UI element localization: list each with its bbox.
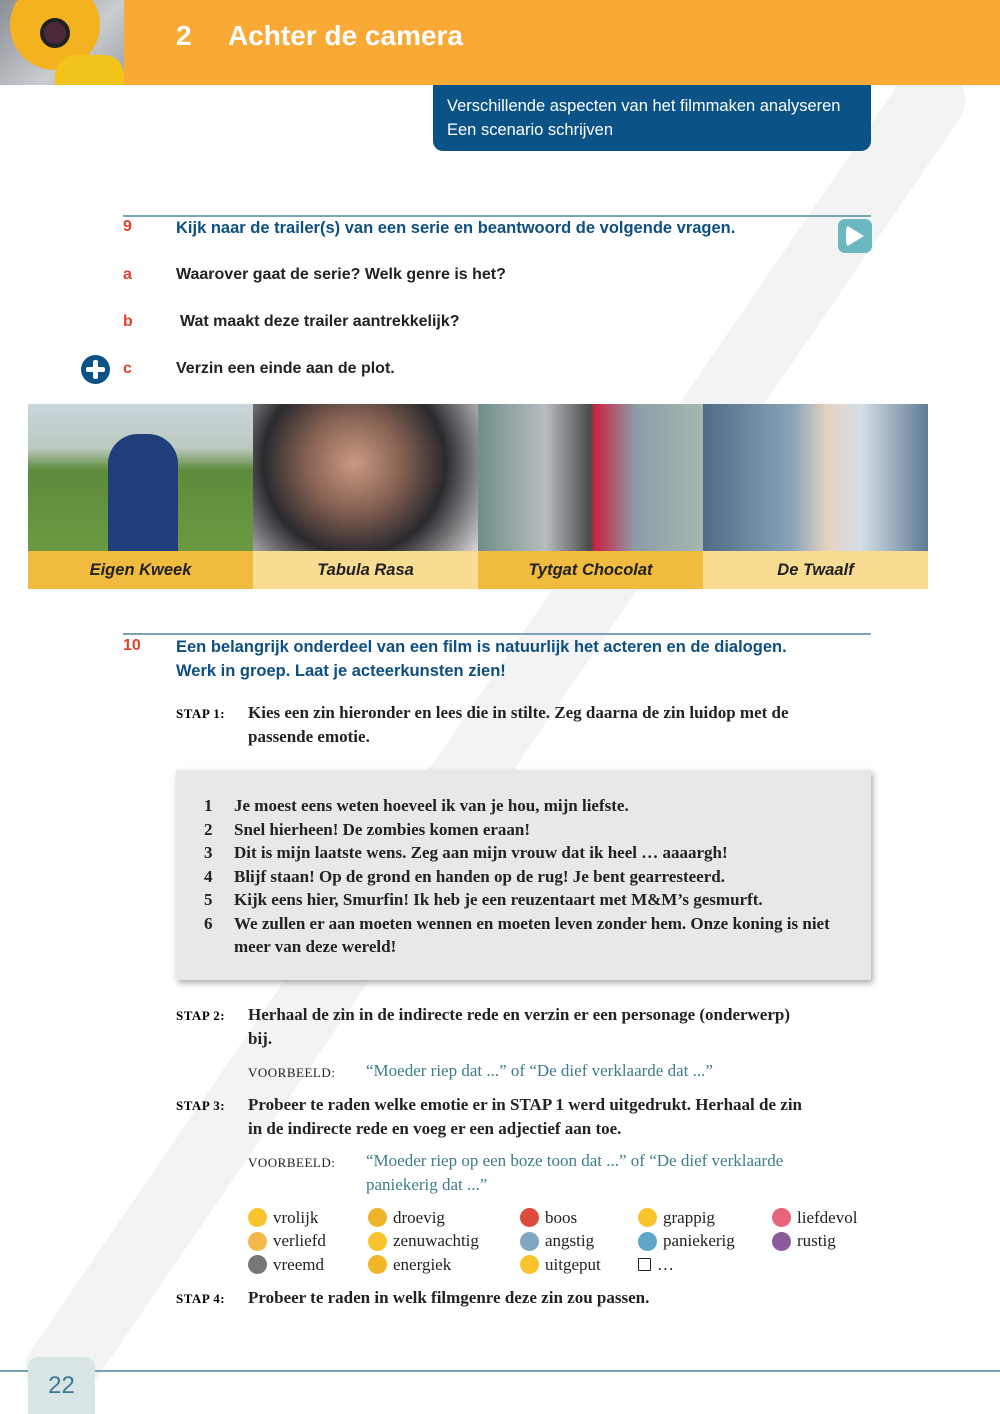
sentence-number: 4 — [204, 866, 213, 886]
sentence-text: Je moest eens weten hoeveel ik van je hou, mijn liefste. — [234, 796, 629, 815]
photo-eigen-kweek — [28, 404, 253, 551]
emotion-label: rustig — [797, 1231, 836, 1251]
emotion-item — [520, 1206, 638, 1230]
sentence-number: 2 — [204, 819, 213, 839]
sentence-text: Snel hierheen! De zombies komen eraan! — [234, 819, 531, 839]
emotion-label: zenuwachtig — [393, 1231, 479, 1251]
chapter-title — [176, 20, 463, 52]
emotion-label: uitgeput — [545, 1254, 601, 1274]
item-text: Wat maakt deze trailer aantrekkelijk? — [180, 313, 460, 330]
example-text — [366, 1149, 783, 1197]
item-letter: c — [123, 360, 132, 377]
example-line: paniekerig dat ...” — [366, 1175, 488, 1194]
sentence-item — [204, 865, 871, 889]
exercise-question — [176, 635, 787, 683]
chapter-header — [0, 0, 1000, 85]
grimacing-face-icon — [368, 1232, 387, 1251]
sentence-item — [204, 888, 871, 912]
alien-icon — [248, 1255, 267, 1274]
play-video-icon[interactable] — [838, 219, 872, 253]
sentence-number: 5 — [204, 890, 213, 909]
emotion-item — [638, 1206, 772, 1230]
emotion-label: verliefd — [273, 1231, 326, 1251]
anxious-face-icon — [520, 1232, 539, 1251]
emotion-item — [772, 1206, 882, 1230]
photo-de-twaalf — [703, 404, 928, 551]
example-text: “Moeder riep dat ...” of “De dief verklaarde dat ...” — [366, 1061, 713, 1080]
exercise-question: Kijk naar de trailer(s) van een serie en beantwoord de volgende vragen. — [176, 219, 736, 237]
heart-icon — [772, 1208, 791, 1227]
sentence-item — [204, 841, 871, 865]
emotion-item — [520, 1230, 638, 1254]
emotion-item — [638, 1230, 772, 1254]
step-line: bij. — [248, 1029, 273, 1048]
learning-goals — [433, 85, 871, 151]
goal: Verschillende aspecten van het filmmaken analyseren — [447, 97, 841, 115]
photo-tabula-rasa — [253, 404, 478, 551]
sentence-item — [204, 912, 871, 959]
emotion-item — [248, 1206, 368, 1230]
emotion-item — [248, 1230, 368, 1254]
plus-icon — [81, 355, 110, 384]
screaming-face-icon — [638, 1232, 657, 1251]
example-label: VOORBEELD: — [248, 1155, 336, 1170]
step-label: STAP 3: — [176, 1098, 226, 1113]
emotion-label: energiek — [393, 1254, 452, 1274]
step-label: STAP 4: — [176, 1291, 226, 1306]
exercise-number: 10 — [123, 637, 141, 654]
exercise-number: 9 — [123, 218, 132, 235]
emotion-item — [248, 1253, 368, 1277]
sentence-text: We zullen er aan moeten wennen en moeten leven zonder hem. Onze koning is niet meer van deze wereld! — [234, 913, 830, 956]
emotion-label: paniekerig — [663, 1231, 735, 1251]
emotion-label: vreemd — [273, 1254, 324, 1274]
item-letter: b — [123, 313, 133, 330]
emotion-item — [368, 1253, 520, 1277]
step-line: in de indirecte rede en voeg er een adjectief aan toe. — [248, 1119, 622, 1138]
step-line: Kies een zin hieronder en lees die in stilte. Zeg daarna de zin luidop met de — [248, 703, 789, 722]
sentence-number: 1 — [204, 796, 213, 815]
emotion-label: vrolijk — [273, 1207, 319, 1227]
goal: Een scenario schrijven — [447, 121, 613, 139]
emotion-list — [248, 1206, 888, 1277]
photo-tytgat-chocolat — [478, 404, 703, 551]
step-label: STAP 2: — [176, 1008, 226, 1023]
heart-eyes-face-icon — [248, 1232, 267, 1251]
question-line: Een belangrijk onderdeel van een film is natuurlijk het acteren en de dialogen. — [176, 638, 787, 656]
example-line: “Moeder riep op een boze toon dat ...” of “De dief verklaarde — [366, 1151, 784, 1170]
emotion-label: liefdevol — [797, 1207, 858, 1227]
footer-line — [0, 1370, 1000, 1372]
sentence-number: 6 — [204, 913, 213, 933]
series-label: Tabula Rasa — [253, 551, 478, 589]
item-letter: a — [123, 266, 132, 283]
sentence-number: 3 — [204, 843, 213, 862]
sentence-text: Dit is mijn laatste wens. Zeg aan mijn vrouw dat ik heel … aaaargh! — [234, 843, 728, 862]
emotion-item — [772, 1230, 882, 1254]
question-line: Werk in groep. Laat je acteerkunsten zien! — [176, 662, 506, 680]
sentence-item — [204, 794, 871, 818]
step-text — [248, 701, 789, 749]
emotion-item — [638, 1253, 772, 1277]
step-line: Herhaal de zin in de indirecte rede en verzin er een personage (onderwerp) — [248, 1005, 791, 1024]
series-label: De Twaalf — [703, 551, 928, 589]
emotion-label: angstig — [545, 1231, 595, 1251]
example-label: VOORBEELD: — [248, 1065, 336, 1080]
step-line: Probeer te raden welke emotie er in STAP 1 werd uitgedrukt. Herhaal de zin — [248, 1095, 803, 1114]
step-text — [248, 1093, 802, 1141]
emotion-label: grappig — [663, 1207, 715, 1227]
checkbox-icon — [638, 1258, 651, 1271]
emotion-item — [520, 1253, 638, 1277]
chapter-number: 2 — [176, 20, 192, 51]
item-text: Verzin een einde aan de plot. — [176, 360, 395, 377]
step-label: STAP 1: — [176, 706, 226, 721]
flexed-biceps-icon — [368, 1255, 387, 1274]
step-text: Probeer te raden in welk filmgenre deze zin zou passen. — [248, 1288, 650, 1307]
meditating-person-icon — [772, 1232, 791, 1251]
sentence-text: Blijf staan! Op de grond en handen op de rug! Je bent gearresteerd. — [234, 866, 725, 886]
sleepy-face-icon — [520, 1255, 539, 1274]
series-label: Tytgat Chocolat — [478, 551, 703, 589]
chapter-title-text: Achter de camera — [228, 20, 464, 51]
emotion-label: droevig — [393, 1207, 445, 1227]
series-label: Eigen Kweek — [28, 551, 253, 589]
sentence-text: Kijk eens hier, Smurfin! Ik heb je een reuzentaart met M&M’s gesmurft. — [234, 890, 763, 909]
laughing-face-icon — [638, 1208, 657, 1227]
step-line: passende emotie. — [248, 727, 370, 746]
person-shirt — [55, 55, 124, 85]
crying-face-icon — [368, 1208, 387, 1227]
item-text: Waarover gaat de serie? Welk genre is het? — [176, 266, 506, 283]
step-text — [248, 1003, 790, 1051]
emotion-label: boos — [545, 1207, 578, 1227]
emotion-item — [368, 1206, 520, 1230]
emotion-label: … — [657, 1254, 674, 1274]
emotion-item — [368, 1230, 520, 1254]
sentence-box — [176, 770, 871, 980]
angry-face-icon — [520, 1208, 539, 1227]
smiling-face-icon — [248, 1208, 267, 1227]
sentence-item — [204, 818, 871, 842]
page-number: 22 — [28, 1357, 95, 1414]
